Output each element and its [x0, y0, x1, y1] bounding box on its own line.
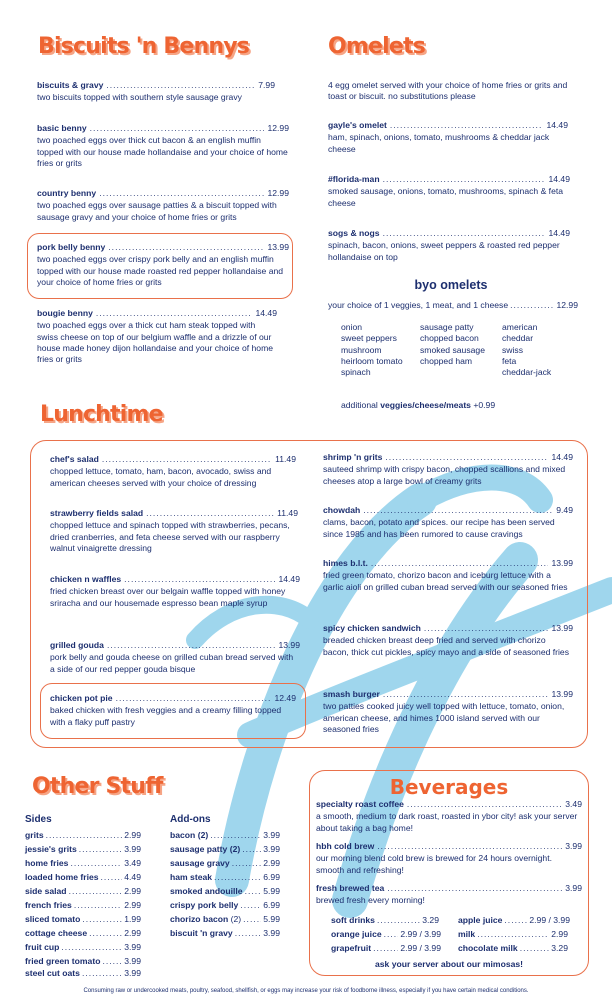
- list-item: crispy pork belly ..... 6.99: [170, 900, 280, 911]
- list-item: bacon (2) ..... 3.99: [170, 830, 280, 841]
- list-item: french fries ..... 2.99: [25, 900, 141, 911]
- veggie-list: onion sweet peppers mushroom heirloom tomato spinach: [341, 322, 403, 378]
- list-item: cottage cheese ..... 2.99: [25, 928, 141, 939]
- menu-item: specialty roast coffee ..... 3.49 a smooth, medium to dark roast, roasted in ybor city! ask your server about taking a bag home!: [316, 799, 582, 834]
- menu-item: sogs & nogs ..... 14.49 spinach, bacon, onions, sweet peppers & roasted red pepper hollandaise on top: [328, 228, 570, 263]
- list-item: chorizo bacon (2) ..... 5.99: [170, 914, 280, 925]
- list-item: fried green tomato ..... 3.99: [25, 956, 141, 967]
- list-item: fruit cup ..... 3.99: [25, 942, 141, 953]
- menu-item: chef's salad ..... 11.49 chopped lettuce, tomato, ham, bacon, avocado, swiss and american cheeses served with your choice of dressing: [50, 454, 296, 489]
- list-item: soft drinks ..... 3.29: [331, 915, 439, 926]
- menu-item: #florida-man ..... 14.49 smoked sausage, onions, tomato, mushrooms, spinach & feta cheese: [328, 174, 570, 209]
- list-item: grits ..... 2.99: [25, 830, 141, 841]
- disclaimer: Consuming raw or undercooked meats, poultry, seafood, shellfish, or eggs may increase your risk of foodborne illness, especially if you have certain medical conditions.: [83, 988, 529, 994]
- menu-item: himes b.l.t. ..... 13.99 fried green tomato, chorizo bacon and iceburg lettuce with a garlic aioli on grilled cuban bread served with our seasoned fries: [323, 558, 573, 593]
- additional-line: additional veggies/cheese/meats +0.99: [341, 400, 496, 410]
- menu-item: smash burger ..... 13.99 two patties cooked juicy well topped with lettuce, tomato, onion, american cheese, and himes 1000 island served with our seasoned fries: [323, 689, 573, 735]
- menu-item: country benny ..... 12.99 two poached eggs over sausage patties & a biscuit topped with sausage gravy and your choice of home fries or grits: [37, 188, 289, 223]
- byo-line: your choice of 1 veggies, 1 meat, and 1 cheese ..... 12.99: [328, 300, 578, 311]
- menu-item: gayle's omelet ..... 14.49 ham, spinach, onions, tomato, mushrooms & cheddar jack cheese: [328, 120, 568, 155]
- menu-item: shrimp 'n grits ..... 14.49 sauteed shrimp with crispy bacon, chopped scallions and mixed cheeses atop a large bowl of creamy grits: [323, 452, 573, 487]
- list-item: orange juice ..... 2.99 / 3.99: [331, 929, 441, 940]
- list-item: sliced tomato ..... 1.99: [25, 914, 141, 925]
- menu-item: biscuits & gravy ..... 7.99 two biscuits topped with southern style sausage gravy: [37, 80, 275, 104]
- mimosa-note: ask your server about our mimosas!: [374, 959, 524, 969]
- menu-item: bougie benny ..... 14.49 two poached eggs over a thick cut ham steak topped with swiss cheese on top of our belgium waffle and a drizzle of our house made honey dijon hollandaise and your choice of home fries or grits: [37, 308, 277, 366]
- menu-item: spicy chicken sandwich ..... 13.99 breaded chicken breast deep fried and served with chorizo bacon, thick cut pickles, spicy mayo and a side of seasoned fries: [323, 623, 573, 658]
- menu-item: grilled gouda ..... 13.99 pork belly and gouda cheese on grilled cuban bread served with a side of our red pepper gouda bisque: [50, 640, 300, 675]
- omelets-intro: 4 egg omelet served with your choice of home fries or grits and toast or biscuit. no substitutions please: [328, 80, 568, 102]
- list-item: side salad ..... 2.99: [25, 886, 141, 897]
- menu-item: hbh cold brew ..... 3.99 our morning blend cold brew is brewed for 24 hours overnight. smooth and refreshing!: [316, 841, 582, 876]
- menu-item-featured: chicken pot pie ..... 12.49 baked chicken with fresh veggies and a creamy filling topped with a flaky puff pastry: [50, 693, 296, 728]
- list-item: biscuit 'n gravy ..... 3.99: [170, 928, 280, 939]
- list-item: steel cut oats ..... 3.99: [25, 968, 141, 979]
- list-item: jessie's grits ..... 3.99: [25, 844, 141, 855]
- menu-item-featured: pork belly benny ..... 13.99 two poached eggs over crispy pork belly and an english muffin topped with our house made roasted red pepper hollandaise and your choice of home fries or grits: [37, 242, 289, 288]
- other-title: Other Stuff: [32, 774, 163, 799]
- menu-item: chowdah ..... 9.49 clams, bacon, potato and spices. our recipe has been served since 1985 and has been rumored to cause cravings: [323, 505, 573, 540]
- menu-item: fresh brewed tea ..... 3.99 brewed fresh every morning!: [316, 883, 582, 907]
- omelets-title: Omelets: [328, 34, 426, 59]
- sides-title: Sides: [25, 814, 52, 825]
- list-item: ham steak ..... 6.99: [170, 872, 280, 883]
- list-item: loaded home fries ..... 4.49: [25, 872, 141, 883]
- menu-item: strawberry fields salad ..... 11.49 chopped lettuce and spinach topped with strawberries, pecans, dried cranberries, and feta cheese served with our raspberry walnut vinaigrette dressing: [50, 508, 298, 554]
- cheese-list: american cheddar swiss feta cheddar-jack: [502, 322, 552, 378]
- menu-item: chicken n waffles ..... 14.49 fried chicken breast over our belgain waffle topped with honey sriracha and our housemade espresso bean maple syrup: [50, 574, 300, 609]
- list-item: chocolate milk ..... 3.29: [458, 943, 568, 954]
- menu-item: basic benny ..... 12.99 two poached eggs over thick cut bacon & an english muffin topped with our house made hollandaise and your choice of home fries or grits: [37, 123, 289, 169]
- list-item: smoked andouille ..... 5.99: [170, 886, 280, 897]
- addons-title: Add-ons: [170, 814, 211, 825]
- list-item: apple juice ..... 2.99 / 3.99: [458, 915, 570, 926]
- meat-list: sausage patty chopped bacon smoked sausage chopped ham: [420, 322, 485, 367]
- list-item: sausage patty (2) ..... 3.99: [170, 844, 280, 855]
- list-item: grapefruit ..... 2.99 / 3.99: [331, 943, 441, 954]
- byo-title: byo omelets: [414, 278, 488, 292]
- lunch-title: Lunchtime: [40, 402, 163, 427]
- list-item: sausage gravy ..... 2.99: [170, 858, 280, 869]
- biscuits-title: Biscuits 'n Bennys: [38, 34, 250, 59]
- list-item: home fries ..... 3.49: [25, 858, 141, 869]
- list-item: milk ..... 2.99: [458, 929, 568, 940]
- beverages-title: Beverages: [389, 775, 509, 799]
